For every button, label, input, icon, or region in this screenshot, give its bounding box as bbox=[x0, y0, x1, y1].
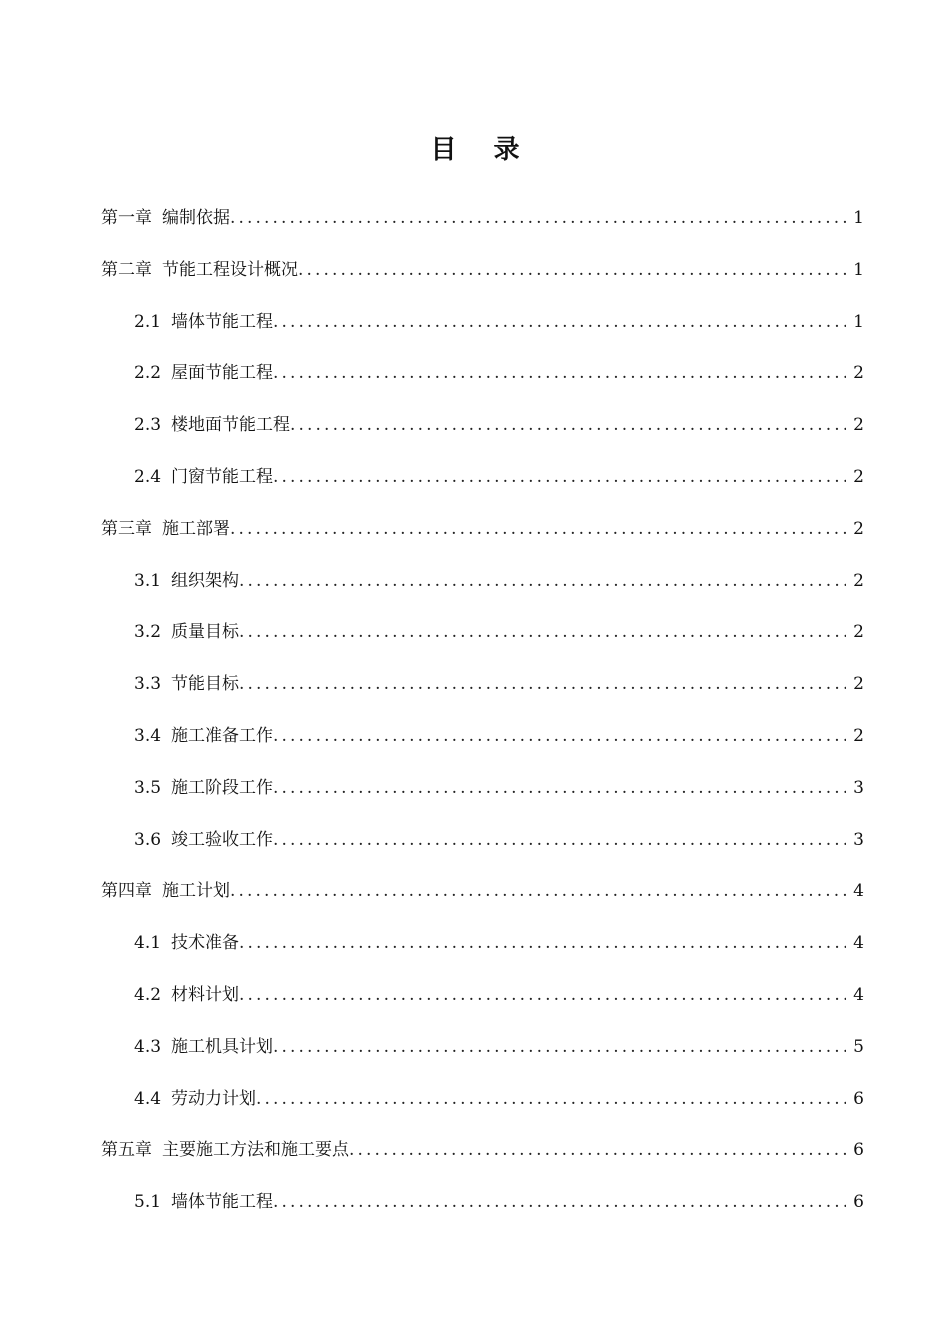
toc-entry-heading bbox=[134, 452, 273, 504]
toc-dot-leader bbox=[239, 607, 846, 659]
toc-entry-section[interactable] bbox=[0, 711, 950, 763]
toc-dot-leader bbox=[230, 866, 846, 918]
toc-entry-number: 第五章 bbox=[101, 1140, 152, 1161]
toc-page-number: 6 bbox=[853, 1140, 864, 1161]
toc-entry-section[interactable] bbox=[0, 815, 950, 867]
toc-entry-number: 3.2 bbox=[134, 622, 162, 643]
toc-entry-section[interactable] bbox=[0, 556, 950, 608]
toc-entry-heading bbox=[134, 1074, 256, 1126]
toc-page-number: 4 bbox=[853, 933, 864, 954]
toc-title: 目 录 bbox=[430, 135, 534, 165]
toc-page-number: 3 bbox=[853, 829, 864, 850]
toc-entry-heading bbox=[134, 1177, 273, 1229]
toc-dot-leader bbox=[239, 918, 846, 970]
toc-entry-number: 3.3 bbox=[134, 674, 162, 695]
toc-entry-label: 楼地面节能工程 bbox=[171, 415, 291, 436]
toc-entry-heading bbox=[134, 763, 273, 815]
toc-page-number: 2 bbox=[853, 466, 864, 487]
toc-entry-label: 施工部署 bbox=[162, 518, 230, 539]
toc-entry-number: 2.2 bbox=[134, 363, 162, 384]
toc-entry-number: 3.5 bbox=[134, 777, 162, 798]
toc-page-number: 2 bbox=[853, 518, 864, 539]
toc-entry-heading bbox=[134, 297, 273, 349]
toc-entry-number: 3.4 bbox=[134, 725, 162, 746]
toc-page-number: 6 bbox=[853, 1192, 864, 1213]
toc-entry-label: 质量目标 bbox=[171, 622, 240, 643]
toc-entry-chapter[interactable] bbox=[0, 1125, 950, 1177]
toc-entry-section[interactable] bbox=[0, 607, 950, 659]
toc-entry-section[interactable] bbox=[0, 1074, 950, 1126]
toc-dot-leader bbox=[273, 763, 846, 815]
toc-entry-heading bbox=[134, 918, 239, 970]
toc-entry-heading bbox=[101, 245, 298, 297]
toc-entry-section[interactable] bbox=[0, 763, 950, 815]
toc-entry-heading bbox=[134, 348, 273, 400]
toc-entry-number: 第二章 bbox=[101, 259, 152, 280]
toc-entry-number: 第三章 bbox=[101, 518, 152, 539]
toc-entry-number: 3.1 bbox=[134, 570, 162, 591]
toc-entry-number: 第四章 bbox=[101, 881, 152, 902]
toc-entry-heading bbox=[134, 556, 239, 608]
toc-page-number: 6 bbox=[853, 1088, 864, 1109]
toc-page-number: 1 bbox=[853, 208, 864, 228]
toc-list bbox=[0, 193, 950, 1229]
toc-page-number: 4 bbox=[853, 984, 864, 1005]
toc-entry-heading bbox=[101, 866, 230, 918]
toc-page-number: 2 bbox=[853, 570, 864, 591]
toc-dot-leader bbox=[230, 504, 846, 556]
toc-entry-number: 2.3 bbox=[134, 415, 162, 436]
toc-entry-section[interactable] bbox=[0, 348, 950, 400]
toc-entry-number: 3.6 bbox=[134, 829, 162, 850]
toc-page-number: 2 bbox=[853, 725, 864, 746]
toc-dot-leader bbox=[239, 556, 846, 608]
toc-entry-label: 材料计划 bbox=[171, 984, 240, 1005]
toc-entry-label: 编制依据 bbox=[162, 208, 230, 228]
toc-page-number: 4 bbox=[853, 881, 864, 902]
toc-dot-leader bbox=[298, 245, 846, 297]
toc-dot-leader bbox=[273, 297, 846, 349]
toc-entry-label: 节能目标 bbox=[171, 674, 240, 695]
toc-entry-number: 4.2 bbox=[134, 984, 162, 1005]
toc-page-number: 1 bbox=[853, 311, 864, 332]
toc-entry-number: 4.4 bbox=[134, 1088, 162, 1109]
toc-entry-label: 墙体节能工程 bbox=[171, 311, 274, 332]
toc-page-number: 2 bbox=[853, 363, 864, 384]
toc-entry-heading bbox=[134, 970, 239, 1022]
toc-entry-label: 门窗节能工程 bbox=[171, 466, 274, 487]
toc-entry-label: 施工阶段工作 bbox=[171, 777, 274, 798]
toc-page-number: 5 bbox=[853, 1036, 864, 1057]
toc-entry-chapter[interactable] bbox=[0, 193, 950, 245]
toc-entry-label: 技术准备 bbox=[171, 933, 240, 954]
toc-entry-label: 竣工验收工作 bbox=[171, 829, 274, 850]
toc-dot-leader bbox=[230, 193, 846, 245]
toc-entry-label: 劳动力计划 bbox=[171, 1088, 257, 1109]
toc-page-number: 2 bbox=[853, 622, 864, 643]
toc-entry-heading bbox=[134, 400, 290, 452]
toc-page-number: 3 bbox=[853, 777, 864, 798]
toc-dot-leader bbox=[273, 711, 846, 763]
toc-entry-section[interactable] bbox=[0, 400, 950, 452]
toc-dot-leader bbox=[239, 659, 846, 711]
toc-entry-label: 组织架构 bbox=[171, 570, 240, 591]
toc-entry-section[interactable] bbox=[0, 297, 950, 349]
toc-entry-label: 施工计划 bbox=[162, 881, 230, 902]
toc-dot-leader bbox=[349, 1125, 846, 1177]
toc-page-number: 1 bbox=[853, 259, 864, 280]
toc-entry-number: 2.1 bbox=[134, 311, 162, 332]
toc-entry-label: 墙体节能工程 bbox=[171, 1192, 274, 1213]
toc-page-number: 2 bbox=[853, 674, 864, 695]
toc-entry-number: 第一章 bbox=[101, 208, 152, 228]
toc-entry-section[interactable] bbox=[0, 452, 950, 504]
toc-dot-leader bbox=[273, 452, 846, 504]
toc-entry-section[interactable] bbox=[0, 659, 950, 711]
toc-entry-number: 4.1 bbox=[134, 933, 162, 954]
toc-entry-heading bbox=[101, 1125, 349, 1177]
toc-entry-label: 施工准备工作 bbox=[171, 725, 274, 746]
toc-entry-label: 屋面节能工程 bbox=[171, 363, 274, 384]
toc-entry-heading bbox=[134, 659, 239, 711]
toc-dot-leader bbox=[256, 1074, 846, 1126]
toc-entry-label: 施工机具计划 bbox=[171, 1036, 274, 1057]
toc-dot-leader bbox=[273, 815, 846, 867]
toc-entry-heading bbox=[101, 193, 230, 245]
toc-entry-chapter[interactable] bbox=[0, 866, 950, 918]
toc-entry-heading bbox=[134, 711, 273, 763]
toc-page-number: 2 bbox=[853, 415, 864, 436]
toc-entry-section[interactable] bbox=[0, 1177, 950, 1229]
toc-entry-label: 主要施工方法和施工要点 bbox=[162, 1140, 349, 1161]
toc-entry-number: 4.3 bbox=[134, 1036, 162, 1057]
toc-entry-section[interactable] bbox=[0, 918, 950, 970]
toc-dot-leader bbox=[273, 1177, 846, 1229]
toc-entry-number: 5.1 bbox=[134, 1192, 162, 1213]
toc-dot-leader bbox=[273, 1022, 846, 1074]
toc-entry-section[interactable] bbox=[0, 1022, 950, 1074]
toc-entry-label: 节能工程设计概况 bbox=[162, 259, 298, 280]
toc-entry-heading bbox=[134, 815, 273, 867]
toc-entry-heading bbox=[101, 504, 230, 556]
toc-entry-number: 2.4 bbox=[134, 466, 162, 487]
toc-entry-heading bbox=[134, 1022, 273, 1074]
toc-entry-heading bbox=[134, 607, 239, 659]
toc-dot-leader bbox=[273, 348, 846, 400]
toc-entry-chapter[interactable] bbox=[0, 504, 950, 556]
toc-dot-leader bbox=[290, 400, 846, 452]
toc-dot-leader bbox=[239, 970, 846, 1022]
toc-entry-chapter[interactable] bbox=[0, 245, 950, 297]
toc-entry-section[interactable] bbox=[0, 970, 950, 1022]
